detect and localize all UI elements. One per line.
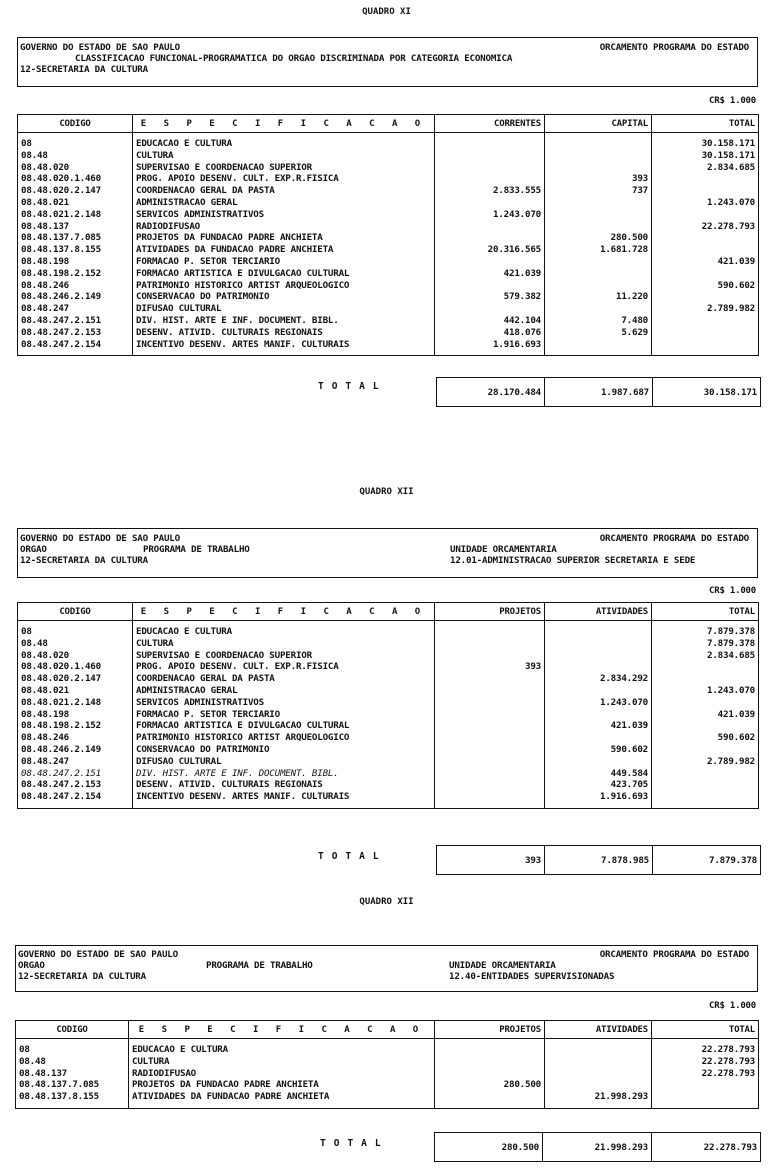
row-value-col2 [545,1039,652,1056]
row-value-col1: 2.833.555 [435,185,545,197]
row-total: 2.789.982 [652,756,759,768]
row-total [652,661,759,673]
column-header-total: TOTAL [652,603,759,621]
row-total [652,339,759,356]
row-value-col2 [545,197,652,209]
row-value-col2 [545,209,652,221]
table-row [18,709,759,721]
row-value-col1: 418.076 [435,327,545,339]
program-label: PROGRAMA DE TRABALHO [143,544,250,555]
totals-row [436,377,761,407]
row-total: 22.278.793 [652,1056,759,1068]
row-code: 08.48.021.2.148 [21,696,101,708]
column-header-projetos: PROJETOS [435,1021,545,1039]
budget-table [17,602,759,809]
row-description: ADMINISTRACAO GERAL [133,685,435,697]
table-row [18,621,759,638]
row-description: ATIVIDADES DA FUNDACAO PADRE ANCHIETA [129,1091,435,1108]
currency-unit: CR$ 1.000 [709,1001,756,1011]
row-description: PATRIMONIO HISTORICO ARTIST ARQUEOLOGICO [133,280,435,292]
row-value-col1 [435,732,545,744]
table-row [18,638,759,650]
row-total: 1.243.070 [652,685,759,697]
column-header-capital: CAPITAL [545,115,652,133]
row-total: 30.158.171 [652,150,759,162]
row-value-col2 [545,256,652,268]
table-row [16,1068,759,1080]
row-code: 08.48.020 [21,649,69,661]
row-description: ATIVIDADES DA FUNDACAO PADRE ANCHIETA [133,244,435,256]
row-value-col2 [545,303,652,315]
row-total [652,779,759,791]
row-code: 08.48.247.2.153 [21,326,101,338]
row-code: 08.48.246 [21,279,69,291]
row-code: 08 [21,138,32,149]
row-value-col1 [435,162,545,174]
row-description: DIFUSAO CULTURAL [133,756,435,768]
budget-title: ORCAMENTO PROGRAMA DO ESTADO [599,42,749,53]
row-total [652,244,759,256]
row-total [652,1091,759,1108]
row-value-col1 [435,779,545,791]
row-value-col1 [435,256,545,268]
row-value-col1 [435,791,545,808]
orgao-label: ORGAO [20,544,47,555]
table-row [18,744,759,756]
row-code: 08.48.020.1.460 [21,173,101,185]
row-value-col1 [435,280,545,292]
row-value-col1 [435,720,545,732]
row-total: 421.039 [652,709,759,721]
row-value-col2: 1.243.070 [545,697,652,709]
row-total [652,173,759,185]
row-code: 08.48.198 [21,255,69,267]
row-value-col1: 20.316.565 [435,244,545,256]
table-row [18,291,759,303]
row-value-col2 [545,650,652,662]
column-header-codigo: CODIGO [18,603,133,621]
row-total [652,315,759,327]
row-code: 08.48.247.2.154 [21,791,101,803]
table-row [18,339,759,356]
row-value-col1: 442.104 [435,315,545,327]
row-code: 08.48 [19,1055,46,1067]
secretariat-name: 12-SECRETARIA DA CULTURA [18,971,146,982]
table-row [18,779,759,791]
table-row [16,1091,759,1108]
row-total [652,232,759,244]
table-row [18,768,759,780]
row-description: CONSERVACAO DO PATRIMONIO [133,744,435,756]
row-value-col2 [545,1079,652,1091]
row-value-col2 [545,621,652,638]
row-code: 08.48.247.2.151 [21,767,101,779]
government-name: GOVERNO DO ESTADO DE SAO PAULO [20,42,180,53]
row-description: PROG. APOIO DESENV. CULT. EXP.R.FISICA [133,173,435,185]
column-header-especificacao: E S P E C I F I C A C A O [129,1021,435,1039]
table-row [16,1056,759,1068]
table-row [18,756,759,768]
row-description: SUPERVISAO E COORDENACAO SUPERIOR [133,162,435,174]
budget-unit-name: 12.01-ADMINISTRACAO SUPERIOR SECRETARIA E SEDE [450,555,696,566]
row-value-col2 [545,732,652,744]
row-description: DESENV. ATIVID. CULTURAIS REGIONAIS [133,779,435,791]
column-header-especificacao: E S P E C I F I C A C A O [133,603,435,621]
table-row [18,650,759,662]
row-value-col1 [435,697,545,709]
total-geral: 30.158.171 [653,378,761,407]
row-total [652,673,759,685]
row-code: 08.48.246.2.149 [21,743,101,755]
table-row [18,268,759,280]
report-header-box [17,528,758,578]
row-value-col2 [545,339,652,356]
budget-title: ORCAMENTO PROGRAMA DO ESTADO [599,533,749,544]
row-value-col2: 1.916.693 [545,791,652,808]
table-row [16,1039,759,1056]
row-value-col2: 590.602 [545,744,652,756]
row-description: INCENTIVO DESENV. ARTES MANIF. CULTURAIS [133,791,435,808]
row-code: 08.48.021 [21,196,69,208]
row-description: CULTURA [133,638,435,650]
total-atividades: 21.998.293 [543,1133,652,1162]
row-value-col2 [545,133,652,150]
row-value-col1 [435,173,545,185]
unit-label: UNIDADE ORCAMENTARIA [449,960,556,971]
row-description: FORMACAO P. SETOR TERCIARIO [133,256,435,268]
row-description: EDUCACAO E CULTURA [129,1039,435,1056]
budget-unit-name: 12.40-ENTIDADES SUPERVISIONADAS [449,971,615,982]
row-code: 08.48.137.7.085 [19,1079,99,1091]
row-total [652,720,759,732]
table-row [18,791,759,808]
row-description: ADMINISTRACAO GERAL [133,197,435,209]
row-description: DIV. HIST. ARTE E INF. DOCUMENT. BIBL. [133,768,435,780]
row-description: DESENV. ATIVID. CULTURAIS REGIONAIS [133,327,435,339]
row-description: FORMACAO ARTISTICA E DIVULGACAO CULTURAL [133,720,435,732]
secretariat-name: 12-SECRETARIA DA CULTURA [20,64,148,75]
row-total [652,744,759,756]
row-value-col1 [435,768,545,780]
table-row [18,150,759,162]
row-description: CULTURA [129,1056,435,1068]
currency-unit: CR$ 1.000 [709,586,756,596]
column-header-atividades: ATIVIDADES [545,1021,652,1039]
row-value-col2: 421.039 [545,720,652,732]
table-row [18,315,759,327]
row-value-col1 [435,709,545,721]
row-description: EDUCACAO E CULTURA [133,133,435,150]
column-header-total: TOTAL [652,1021,759,1039]
row-value-col1 [435,756,545,768]
row-description: CONSERVACAO DO PATRIMONIO [133,291,435,303]
quadro-title: QUADRO XII [359,487,414,497]
row-total: 22.278.793 [652,1039,759,1056]
row-code: 08.48.020.2.147 [21,673,101,685]
row-value-col1 [435,1091,545,1108]
row-value-col1 [435,197,545,209]
row-code: 08.48.247 [21,755,69,767]
row-code: 08.48 [21,637,48,649]
row-value-col2: 449.584 [545,768,652,780]
column-header-codigo: CODIGO [18,115,133,133]
table-row [18,685,759,697]
row-description: DIV. HIST. ARTE E INF. DOCUMENT. BIBL. [133,315,435,327]
total-label: TOTAL [318,381,387,392]
row-code: 08.48.137 [19,1067,67,1079]
row-total: 22.278.793 [652,221,759,233]
row-value-col2: 1.681.728 [545,244,652,256]
row-value-col1: 421.039 [435,268,545,280]
row-total: 22.278.793 [652,1068,759,1080]
row-description: EDUCACAO E CULTURA [133,621,435,638]
row-total: 1.243.070 [652,197,759,209]
government-name: GOVERNO DO ESTADO DE SAO PAULO [20,533,180,544]
row-total [652,185,759,197]
row-value-col2: 393 [545,173,652,185]
row-value-col1: 1.916.693 [435,339,545,356]
budget-title: ORCAMENTO PROGRAMA DO ESTADO [599,949,749,960]
row-description: FORMACAO P. SETOR TERCIARIO [133,709,435,721]
row-code: 08.48.198 [21,708,69,720]
total-projetos: 280.500 [501,1141,539,1153]
row-code: 08.48.020.2.147 [21,185,101,197]
row-total: 30.158.171 [652,133,759,150]
row-code: 08.48 [21,149,48,161]
row-value-col1: 579.382 [435,291,545,303]
row-value-col2: 737 [545,185,652,197]
table-row [18,185,759,197]
report-header-box [15,945,758,992]
row-description: COORDENACAO GERAL DA PASTA [133,185,435,197]
total-label: TOTAL [318,851,387,862]
row-total [652,791,759,808]
row-description: SUPERVISAO E COORDENACAO SUPERIOR [133,650,435,662]
row-total [652,209,759,221]
table-row [18,173,759,185]
row-value-col1 [435,744,545,756]
row-value-col2: 2.834.292 [545,673,652,685]
row-description: DIFUSAO CULTURAL [133,303,435,315]
row-value-col2 [545,1056,652,1068]
row-value-col2: 5.629 [545,327,652,339]
row-value-col1 [435,650,545,662]
table-row [18,732,759,744]
total-label: TOTAL [320,1138,389,1149]
row-value-col2 [545,280,652,292]
row-total: 2.789.982 [652,303,759,315]
row-code: 08 [19,1044,30,1055]
row-value-col2: 11.220 [545,291,652,303]
row-code: 08.48.247 [21,303,69,315]
government-name: GOVERNO DO ESTADO DE SAO PAULO [18,949,178,960]
row-total: 590.602 [652,732,759,744]
row-value-col1 [435,232,545,244]
row-total: 7.879.378 [652,638,759,650]
row-description: INCENTIVO DESENV. ARTES MANIF. CULTURAIS [133,339,435,356]
row-description: SERVICOS ADMINISTRATIVOS [133,209,435,221]
total-geral: 7.879.378 [653,846,761,875]
table-row [18,303,759,315]
row-total [652,768,759,780]
row-value-col1 [435,1039,545,1056]
row-total [652,291,759,303]
table-row [18,209,759,221]
row-value-col1 [435,221,545,233]
row-description: PROG. APOIO DESENV. CULT. EXP.R.FISICA [133,661,435,673]
row-total [652,1079,759,1091]
total-projetos: 393 [525,854,541,866]
table-row [18,673,759,685]
row-value-col2 [545,1068,652,1080]
row-value-col2: 280.500 [545,232,652,244]
row-value-col1 [435,1056,545,1068]
row-value-col2: 7.480 [545,315,652,327]
table-row [18,133,759,150]
row-total [652,327,759,339]
row-code: 08.48.247.2.151 [21,314,101,326]
row-value-col1 [435,621,545,638]
row-description: CULTURA [133,150,435,162]
total-atividades: 7.878.985 [545,846,653,875]
table-row [18,661,759,673]
row-description: RADIODIFUSAO [133,221,435,233]
row-total: 421.039 [652,256,759,268]
table-row [18,221,759,233]
totals-row [434,1132,761,1162]
row-value-col2 [545,221,652,233]
row-code: 08.48.021.2.148 [21,208,101,220]
row-value-col2 [545,685,652,697]
total-capital: 1.987.687 [545,378,653,407]
row-value-col2 [545,709,652,721]
budget-table [15,1020,759,1109]
row-value-col2 [545,162,652,174]
row-value-col2 [545,638,652,650]
row-description: PROJETOS DA FUNDACAO PADRE ANCHIETA [129,1079,435,1091]
column-header-atividades: ATIVIDADES [545,603,652,621]
quadro-title: QUADRO XII [359,897,414,907]
table-row [16,1079,759,1091]
table-row [18,280,759,292]
column-header-correntes: CORRENTES [435,115,545,133]
row-value-col2 [545,756,652,768]
orgao-label: ORGAO [18,960,45,971]
table-row [18,327,759,339]
table-row [18,256,759,268]
row-description: RADIODIFUSAO [129,1068,435,1080]
row-value-col1 [435,303,545,315]
column-header-codigo: CODIGO [16,1021,129,1039]
row-description: PATRIMONIO HISTORICO ARTIST ARQUEOLOGICO [133,732,435,744]
currency-unit: CR$ 1.000 [709,96,756,106]
column-header-total: TOTAL [652,115,759,133]
row-code: 08.48.021 [21,684,69,696]
row-code: 08.48.020.1.460 [21,661,101,673]
row-total [652,268,759,280]
row-value-col2: 423.705 [545,779,652,791]
row-value-col1: 1.243.070 [435,209,545,221]
row-total: 2.834.685 [652,650,759,662]
row-value-col1 [435,685,545,697]
row-value-col1 [435,638,545,650]
report-header-box [17,37,758,87]
row-value-col1 [435,150,545,162]
row-code: 08.48.246.2.149 [21,291,101,303]
program-label: PROGRAMA DE TRABALHO [206,960,313,971]
row-code: 08.48.198.2.152 [21,267,101,279]
row-total [652,697,759,709]
table-row [18,162,759,174]
total-correntes: 28.170.484 [487,386,541,398]
total-geral: 22.278.793 [652,1133,761,1162]
classification-title: CLASSIFICACAO FUNCIONAL-PROGRAMATICA DO ORGAO DISCRIMINADA POR CATEGORIA ECONOMICA [75,53,513,64]
row-code: 08.48.247.2.154 [21,338,101,350]
unit-label: UNIDADE ORCAMENTARIA [450,544,557,555]
table-row [18,697,759,709]
row-code: 08.48.246 [21,732,69,744]
row-code: 08.48.247.2.153 [21,779,101,791]
table-row [18,244,759,256]
budget-table [17,114,759,356]
row-value-col2: 21.998.293 [545,1091,652,1108]
row-code: 08 [21,626,32,637]
column-header-projetos: PROJETOS [435,603,545,621]
row-value-col2 [545,150,652,162]
table-row [18,720,759,732]
column-header-especificacao: E S P E C I F I C A C A O [133,115,435,133]
row-code: 08.48.137.7.085 [21,232,101,244]
row-code: 08.48.137.8.155 [19,1091,99,1103]
row-code: 08.48.020 [21,161,69,173]
row-value-col1 [435,1068,545,1080]
row-value-col1 [435,673,545,685]
row-description: PROJETOS DA FUNDACAO PADRE ANCHIETA [133,232,435,244]
table-row [18,197,759,209]
row-total: 7.879.378 [652,621,759,638]
row-total: 2.834.685 [652,162,759,174]
row-value-col1: 393 [435,661,545,673]
row-code: 08.48.137 [21,220,69,232]
quadro-title: QUADRO XI [362,7,411,17]
row-description: COORDENACAO GERAL DA PASTA [133,673,435,685]
row-code: 08.48.137.8.155 [21,244,101,256]
row-value-col1 [435,133,545,150]
row-code: 08.48.198.2.152 [21,720,101,732]
totals-row [436,845,761,875]
secretariat-name: 12-SECRETARIA DA CULTURA [20,555,148,566]
row-value-col2 [545,661,652,673]
row-total: 590.602 [652,280,759,292]
row-description: SERVICOS ADMINISTRATIVOS [133,697,435,709]
row-value-col2 [545,268,652,280]
row-value-col1: 280.500 [435,1079,545,1091]
row-description: FORMACAO ARTISTICA E DIVULGACAO CULTURAL [133,268,435,280]
table-row [18,232,759,244]
